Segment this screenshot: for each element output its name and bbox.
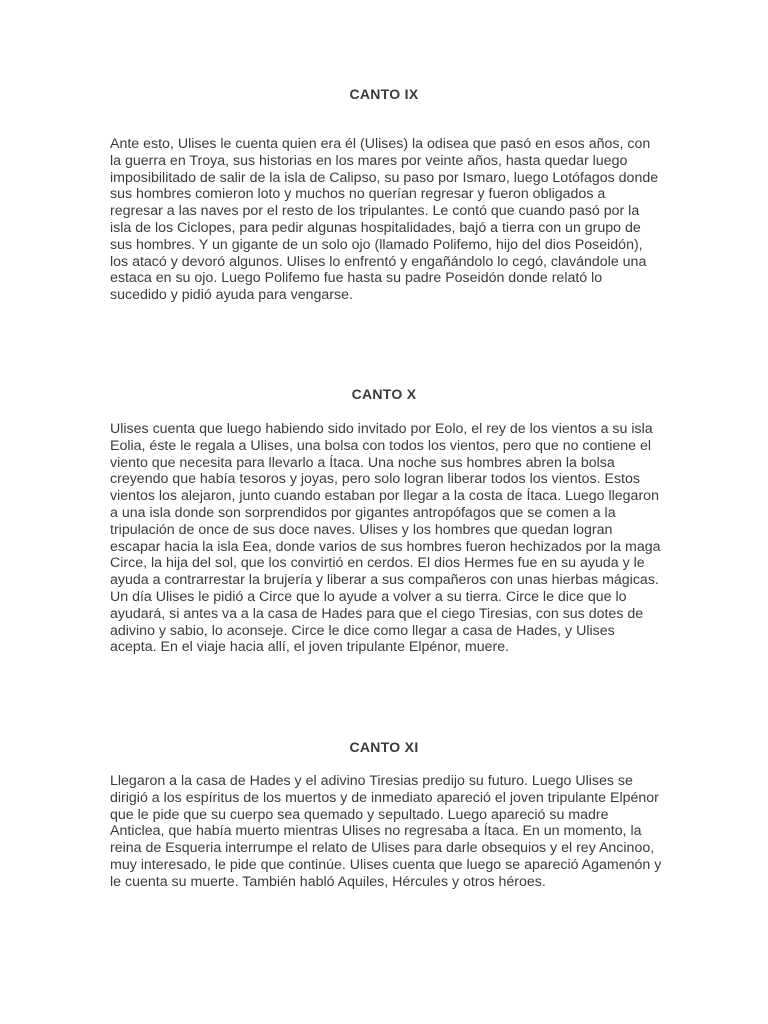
section-heading-canto-x: CANTO X bbox=[351, 386, 417, 402]
section-heading-canto-xi: CANTO XI bbox=[349, 739, 419, 755]
section-heading-canto-ix: CANTO IX bbox=[349, 86, 419, 102]
section-paragraph-canto-ix: Ante esto, Ulises le cuenta quien era él (Ulises) la odisea que pasó en esos años, con la guerra en Troya, sus historias en los mares por veinte años, hasta quedar luego imposibilitado de salir de la isla de Calipso, su paso por Ismaro, luego Lotófagos donde sus hombres comieron loto y muchos no querían regresar y fueron obligados a regresar a las naves por el resto de los tripulantes. Le contó que cuando pasó por la isla de los Ciclopes, para pedir algunas hospitalidades, bajó a tierra con un grupo de sus hombres. Y un gigante de un solo ojo (llamado Polifemo, hijo del dios Poseidón), los atacó y devoró algunos. Ulises lo enfrentó y engañándolo lo cegó, clavándole una estaca en su ojo. Luego Polifemo fue hasta su padre Poseidón donde relató lo sucedido y pidió ayuda para vengarse. bbox=[110, 136, 659, 304]
section-paragraph-canto-xi: Llegaron a la casa de Hades y el adivino Tiresias predijo su futuro. Luego Ulises se dirigió a los espíritus de los muertos y de inmediato apareció el joven tripulante Elpénor que le pide que su cuerpo sea quemado y sepultado. Luego apareció su madre Anticlea, que había muerto mientras Ulises no regresaba a Ítaca. En un momento, la reina de Esqueria interrumpe el relato de Ulises para darle obsequios y el rey Ancinoo, muy interesado, le pide que continúe. Ulises cuenta que luego se apareció Agamenón y le cuenta su muerte. También habló Aquiles, Hércules y otros héroes. bbox=[110, 773, 662, 890]
section-paragraph-canto-x: Ulises cuenta que luego habiendo sido invitado por Eolo, el rey de los vientos a su isla Eolia, éste le regala a Ulises, una bolsa con todos los vientos, pero que no contiene el viento que necesita para llevarlo a Ítaca. Una noche sus hombres abren la bolsa creyendo que había tesoros y joyas, pero solo logran liberar todos los vientos. Estos vientos los alejaron, junto cuando estaban por llegar a la costa de Ítaca. Luego llegaron a una isla donde son sorprendidos por gigantes antropófagos que se comen a la tripulación de once de sus doce naves. Ulises y los hombres que quedan logran escapar hacia la isla Eea, donde varios de sus hombres fueron hechizados por la maga Circe, la hija del sol, que los convirtió en cerdos. El dios Hermes fue en su ayuda y le ayuda a contrarrestar la brujería y liberar a sus compañeros con unas hierbas mágicas. Un día Ulises le pidió a Circe que lo ayude a volver a su tierra. Circe le dice que lo ayudará, si antes va a la casa de Hades para que el ciego Tiresias, con sus dotes de adivino y sabio, lo aconseje. Circe le dice como llegar a casa de Hades, y Ulises acepta. En el viaje hacia allí, el joven tripulante Elpénor, muere. bbox=[110, 421, 661, 656]
